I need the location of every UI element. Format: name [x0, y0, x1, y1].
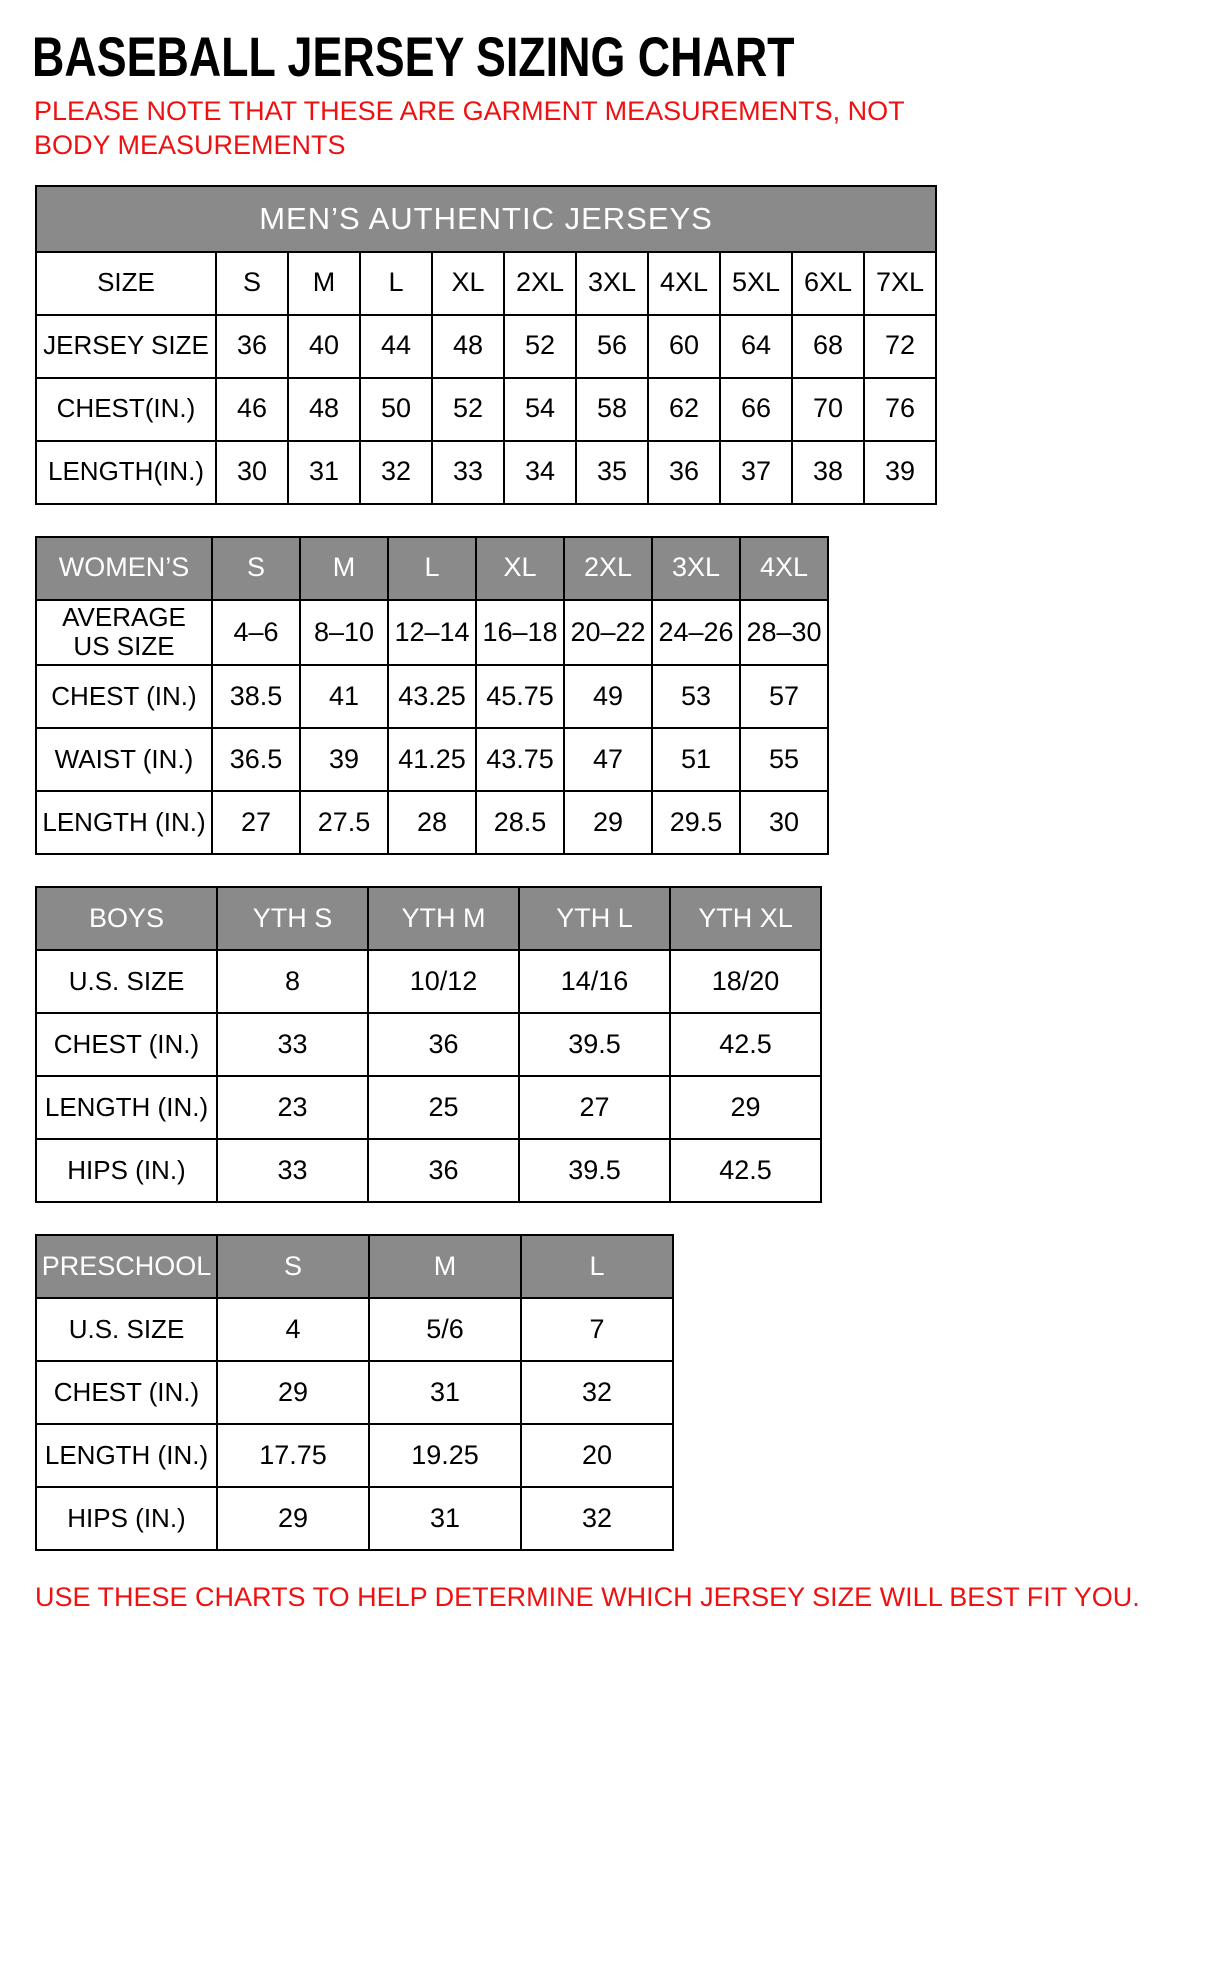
footer-note: USE THESE CHARTS TO HELP DETERMINE WHICH JERSEY SIZE WILL BEST FIT YOU.	[35, 1582, 1140, 1613]
value-cell: 55	[740, 728, 828, 791]
value-cell: 36	[368, 1139, 519, 1202]
value-cell: 36	[216, 315, 288, 378]
page-title: BASEBALL JERSEY SIZING CHART	[32, 25, 795, 88]
value-cell: 48	[432, 315, 504, 378]
mens-table-title: MEN’S AUTHENTIC JERSEYS	[36, 186, 936, 252]
womens-header-size-2xl: 2XL	[564, 537, 652, 600]
value-cell: 53	[652, 665, 740, 728]
row-label: WAIST (IN.)	[36, 728, 212, 791]
row-label: U.S. SIZE	[36, 950, 217, 1013]
value-cell: 45.75	[476, 665, 564, 728]
value-cell: L	[360, 252, 432, 315]
value-cell: 38.5	[212, 665, 300, 728]
value-cell: 46	[216, 378, 288, 441]
value-cell: 33	[217, 1139, 368, 1202]
womens-header-size-3xl: 3XL	[652, 537, 740, 600]
value-cell: 4	[217, 1298, 369, 1361]
value-cell: 37	[720, 441, 792, 504]
value-cell: 44	[360, 315, 432, 378]
value-cell: 76	[864, 378, 936, 441]
value-cell: 12–14	[388, 600, 476, 666]
value-cell: 7XL	[864, 252, 936, 315]
row-label: HIPS (IN.)	[36, 1487, 217, 1550]
value-cell: 29	[670, 1076, 821, 1139]
womens-header-size-4xl: 4XL	[740, 537, 828, 600]
preschool-row-hips-in	[36, 1487, 673, 1550]
womens-header-size-xl: XL	[476, 537, 564, 600]
value-cell: 20	[521, 1424, 673, 1487]
value-cell: 42.5	[670, 1139, 821, 1202]
value-cell: 48	[288, 378, 360, 441]
value-cell: 30	[740, 791, 828, 854]
womens-header-size-l: L	[388, 537, 476, 600]
womens-row-length-in	[36, 791, 828, 854]
value-cell: 35	[576, 441, 648, 504]
value-cell: 52	[504, 315, 576, 378]
value-cell: 34	[504, 441, 576, 504]
value-cell: 29	[217, 1361, 369, 1424]
value-cell: 32	[360, 441, 432, 504]
value-cell: 38	[792, 441, 864, 504]
value-cell: 49	[564, 665, 652, 728]
boys-header-row	[36, 887, 821, 950]
row-label: LENGTH (IN.)	[36, 1424, 217, 1487]
preschool-header-size-l: L	[521, 1235, 673, 1298]
value-cell: 47	[564, 728, 652, 791]
value-cell: 31	[288, 441, 360, 504]
value-cell: 39	[864, 441, 936, 504]
value-cell: 4–6	[212, 600, 300, 666]
boys-row-u-s-size	[36, 950, 821, 1013]
boys-header-size-yth-l: YTH L	[519, 887, 670, 950]
value-cell: 60	[648, 315, 720, 378]
value-cell: 43.75	[476, 728, 564, 791]
value-cell: 72	[864, 315, 936, 378]
garment-measurement-note: PLEASE NOTE THAT THESE ARE GARMENT MEASUREMENTS, NOT BODY MEASUREMENTS	[34, 96, 905, 160]
value-cell: 2XL	[504, 252, 576, 315]
value-cell: 58	[576, 378, 648, 441]
value-cell: 28–30	[740, 600, 828, 666]
value-cell: 27.5	[300, 791, 388, 854]
value-cell: 3XL	[576, 252, 648, 315]
value-cell: 5/6	[369, 1298, 521, 1361]
boys-header-size-yth-s: YTH S	[217, 887, 368, 950]
womens-sizing-table	[35, 536, 829, 856]
value-cell: 19.25	[369, 1424, 521, 1487]
boys-header-size-yth-m: YTH M	[368, 887, 519, 950]
mens-title-row	[36, 186, 936, 252]
preschool-header-size-s: S	[217, 1235, 369, 1298]
mens-sizing-table	[35, 185, 937, 505]
value-cell: 31	[369, 1361, 521, 1424]
preschool-row-chest-in	[36, 1361, 673, 1424]
value-cell: 41	[300, 665, 388, 728]
value-cell: 24–26	[652, 600, 740, 666]
value-cell: 42.5	[670, 1013, 821, 1076]
row-label: LENGTH (IN.)	[36, 791, 212, 854]
value-cell: 29	[217, 1487, 369, 1550]
preschool-row-length-in	[36, 1424, 673, 1487]
value-cell: 29	[564, 791, 652, 854]
boys-sizing-table	[35, 886, 822, 1203]
row-label: CHEST(IN.)	[36, 378, 216, 441]
value-cell: 39.5	[519, 1139, 670, 1202]
row-label: CHEST (IN.)	[36, 1361, 217, 1424]
row-label: AVERAGE US SIZE	[36, 600, 212, 666]
value-cell: 40	[288, 315, 360, 378]
value-cell: 28.5	[476, 791, 564, 854]
value-cell: 32	[521, 1361, 673, 1424]
value-cell: 31	[369, 1487, 521, 1550]
womens-row-waist-in	[36, 728, 828, 791]
mens-row-chest-in	[36, 378, 936, 441]
preschool-header-label: PRESCHOOL	[36, 1235, 217, 1298]
value-cell: 23	[217, 1076, 368, 1139]
value-cell: 50	[360, 378, 432, 441]
value-cell: 30	[216, 441, 288, 504]
value-cell: 56	[576, 315, 648, 378]
value-cell: 57	[740, 665, 828, 728]
value-cell: S	[216, 252, 288, 315]
value-cell: 66	[720, 378, 792, 441]
preschool-header-row	[36, 1235, 673, 1298]
value-cell: 25	[368, 1076, 519, 1139]
row-label: LENGTH(IN.)	[36, 441, 216, 504]
value-cell: 64	[720, 315, 792, 378]
value-cell: 43.25	[388, 665, 476, 728]
value-cell: 41.25	[388, 728, 476, 791]
row-label: LENGTH (IN.)	[36, 1076, 217, 1139]
value-cell: 28	[388, 791, 476, 854]
boys-row-length-in	[36, 1076, 821, 1139]
value-cell: 7	[521, 1298, 673, 1361]
value-cell: 14/16	[519, 950, 670, 1013]
value-cell: 70	[792, 378, 864, 441]
value-cell: 33	[432, 441, 504, 504]
row-label: CHEST (IN.)	[36, 1013, 217, 1076]
value-cell: 52	[432, 378, 504, 441]
value-cell: 27	[212, 791, 300, 854]
value-cell: 33	[217, 1013, 368, 1076]
boys-header-label: BOYS	[36, 887, 217, 950]
value-cell: XL	[432, 252, 504, 315]
value-cell: 68	[792, 315, 864, 378]
value-cell: 6XL	[792, 252, 864, 315]
value-cell: 54	[504, 378, 576, 441]
value-cell: M	[288, 252, 360, 315]
row-label: CHEST (IN.)	[36, 665, 212, 728]
value-cell: 16–18	[476, 600, 564, 666]
womens-header-size-s: S	[212, 537, 300, 600]
value-cell: 51	[652, 728, 740, 791]
womens-header-size-m: M	[300, 537, 388, 600]
mens-row-jersey-size	[36, 315, 936, 378]
value-cell: 62	[648, 378, 720, 441]
mens-row-size	[36, 252, 936, 315]
value-cell: 10/12	[368, 950, 519, 1013]
value-cell: 39	[300, 728, 388, 791]
value-cell: 20–22	[564, 600, 652, 666]
womens-header-row	[36, 537, 828, 600]
value-cell: 36	[648, 441, 720, 504]
value-cell: 39.5	[519, 1013, 670, 1076]
value-cell: 17.75	[217, 1424, 369, 1487]
value-cell: 5XL	[720, 252, 792, 315]
value-cell: 32	[521, 1487, 673, 1550]
preschool-sizing-table	[35, 1234, 674, 1551]
row-label: JERSEY SIZE	[36, 315, 216, 378]
boys-header-size-yth-xl: YTH XL	[670, 887, 821, 950]
value-cell: 36.5	[212, 728, 300, 791]
tables-container	[32, 185, 1190, 1552]
womens-row-average-us-size	[36, 600, 828, 666]
womens-header-label: WOMEN’S	[36, 537, 212, 600]
boys-row-chest-in	[36, 1013, 821, 1076]
row-label: HIPS (IN.)	[36, 1139, 217, 1202]
value-cell: 29.5	[652, 791, 740, 854]
row-label: U.S. SIZE	[36, 1298, 217, 1361]
value-cell: 36	[368, 1013, 519, 1076]
value-cell: 8	[217, 950, 368, 1013]
preschool-row-u-s-size	[36, 1298, 673, 1361]
mens-row-length-in	[36, 441, 936, 504]
row-label: SIZE	[36, 252, 216, 315]
value-cell: 8–10	[300, 600, 388, 666]
value-cell: 27	[519, 1076, 670, 1139]
preschool-header-size-m: M	[369, 1235, 521, 1298]
womens-row-chest-in	[36, 665, 828, 728]
boys-row-hips-in	[36, 1139, 821, 1202]
value-cell: 18/20	[670, 950, 821, 1013]
value-cell: 4XL	[648, 252, 720, 315]
